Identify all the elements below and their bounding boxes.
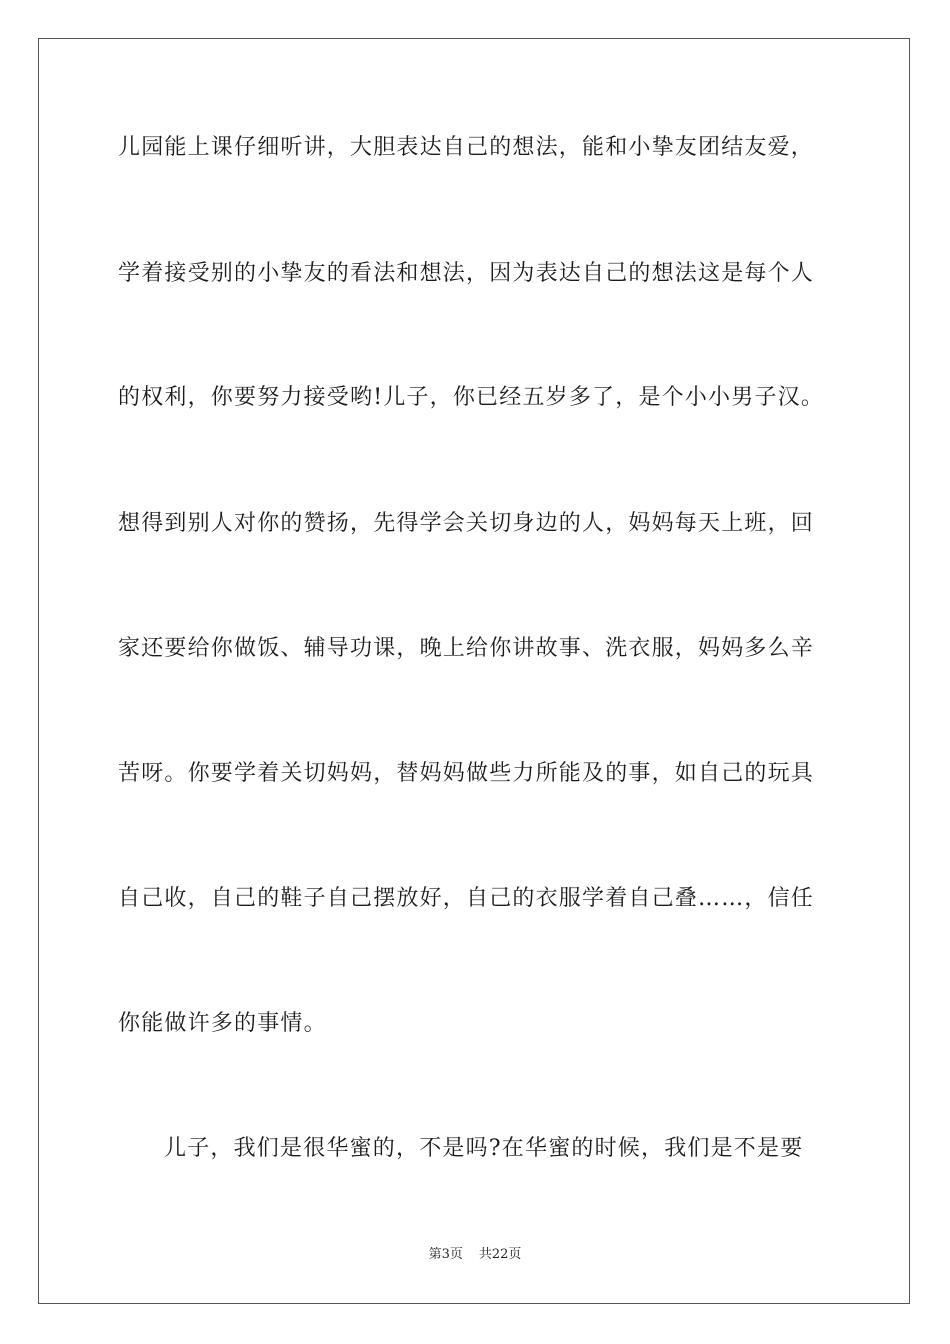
- text-line: 想得到别人对你的赞扬，先得学会关切身边的人，妈妈每天上班，回: [118, 511, 815, 536]
- text-line: 自己收，自己的鞋子自己摆放好，自己的衣服学着自己叠……，信任: [118, 886, 815, 911]
- page-frame: [38, 38, 910, 1304]
- text-line: 家还要给你做饭、辅导功课，晚上给你讲故事、洗衣服，妈妈多么辛: [118, 636, 815, 661]
- text-line: 学着接受别的小挚友的看法和想法，因为表达自己的想法这是每个人: [118, 261, 815, 286]
- page-total: 共22页: [478, 1247, 522, 1262]
- paragraph-start-line: 儿子，我们是很华蜜的，不是吗?在华蜜的时候，我们是不是要: [164, 1136, 804, 1161]
- text-line: 苦呀。你要学着关切妈妈，替妈妈做些力所能及的事，如自己的玩具: [118, 761, 815, 786]
- text-line: 的权利，你要努力接受哟!儿子，你已经五岁多了，是个小小男子汉。: [118, 385, 825, 410]
- text-line: 儿园能上课仔细听讲，大胆表达自己的想法，能和小挚友团结友爱，: [118, 135, 815, 160]
- page-footer: [0, 1246, 950, 1264]
- text-line: 你能做许多的事情。: [118, 1011, 327, 1036]
- page-number: 第3页: [428, 1247, 463, 1262]
